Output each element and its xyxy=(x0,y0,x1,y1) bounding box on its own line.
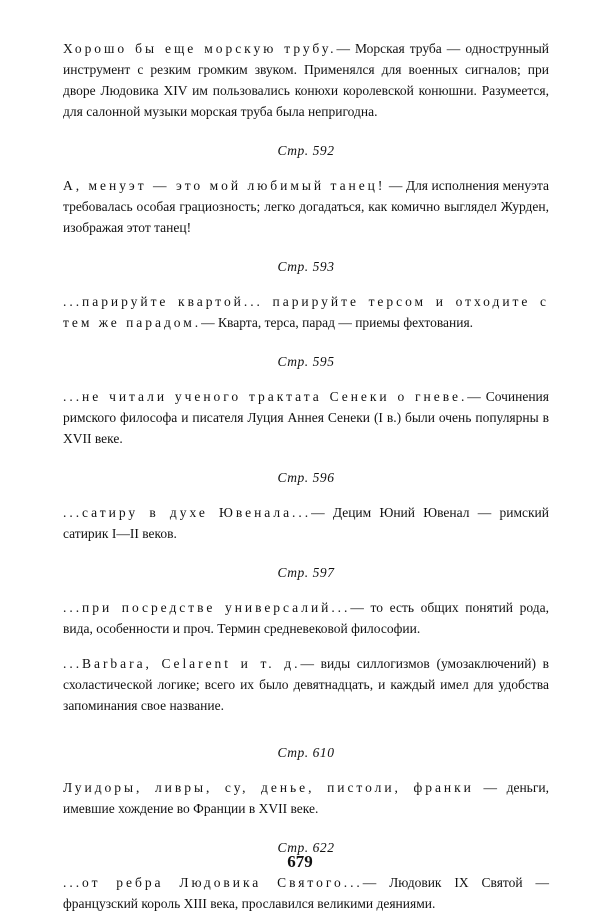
note-barbara-celarent xyxy=(63,653,549,716)
page-ref-heading-592: Стр. 592 xyxy=(277,143,335,158)
note-lemma: ...парируйте квартой... парируйте терсом и отходите с тем же парадом. xyxy=(63,294,549,330)
note-seneka xyxy=(63,386,549,449)
note-kvarta xyxy=(63,291,549,333)
note-text: — деньги, имевшие хождение во Франции в XVII веке. xyxy=(63,780,549,816)
note-text: — Для исполнения менуэта требовалась особая грациозность; легко догадаться, как комично выглядел Журден, изображая этот танец! xyxy=(63,178,550,235)
note-lemma: Луидоры, ливры, су, денье, пистоли, франки xyxy=(63,780,474,795)
page-ref-heading-593: Стр. 593 xyxy=(277,259,335,274)
commentary-page xyxy=(63,38,549,914)
note-text: — то есть общих понятий рода, вида, особенности и проч. Термин средневековой философии. xyxy=(63,600,549,636)
page-ref-heading-596: Стр. 596 xyxy=(277,470,335,485)
note-lemma: Хорошо бы еще морскую трубу. xyxy=(63,41,337,56)
note-lemma: ...не читали ученого трактата Сенеки о гневе. xyxy=(63,389,468,404)
note-lyudovik-svyatoy xyxy=(63,872,549,914)
note-morskaya-truba xyxy=(63,38,549,122)
note-spacer xyxy=(63,639,549,653)
note-menuet xyxy=(63,175,549,238)
note-lemma: ...Barbara, Celarent и т. д. xyxy=(63,656,301,671)
page-ref-heading-622: Стр. 622 xyxy=(277,840,335,855)
note-text: — Людовик IX Святой — французский король XIII века, прославился великими деяниями. xyxy=(63,875,549,911)
page-ref-heading-597: Стр. 597 xyxy=(277,565,335,580)
note-text: — Кварта, терса, парад — приемы фехтования. xyxy=(201,315,474,330)
page-number: 679 xyxy=(287,852,313,871)
page-ref-heading-610: Стр. 610 xyxy=(277,745,335,760)
note-yuvenal xyxy=(63,502,549,544)
note-lemma: ...сатиру в духе Ювенала... xyxy=(63,505,312,520)
note-lemma: ...при посредстве универсалий... xyxy=(63,600,351,615)
note-text: — Децим Юний Ювенал — римский сатирик I—II веков. xyxy=(63,505,549,541)
note-lemma: А, менуэт — это мой любимый танец! xyxy=(63,178,386,193)
note-lemma: ...от ребра Людовика Святого... xyxy=(63,875,363,890)
note-universalii xyxy=(63,597,549,639)
note-text: — виды силлогизмов (умозаключений) в схоластической логике; всего их было девятнадцать, и каждый имел для удобства запоминания свое название. xyxy=(63,656,549,713)
page-ref-heading-595: Стр. 595 xyxy=(277,354,335,369)
note-luidory xyxy=(63,777,549,819)
note-text: — Сочинения римского философа и писателя Луция Аннея Сенеки (I в.) были очень популярны в XVII веке. xyxy=(63,389,549,446)
note-text: — Морская труба — однострунный инструмент с резким громким звуком. Применялся для военных сигналов; при дворе Людовика XIV им пользовались конюхи королевской конюшни. Разумеется, для салонной музыки морская труба была непригодна. xyxy=(63,41,549,119)
